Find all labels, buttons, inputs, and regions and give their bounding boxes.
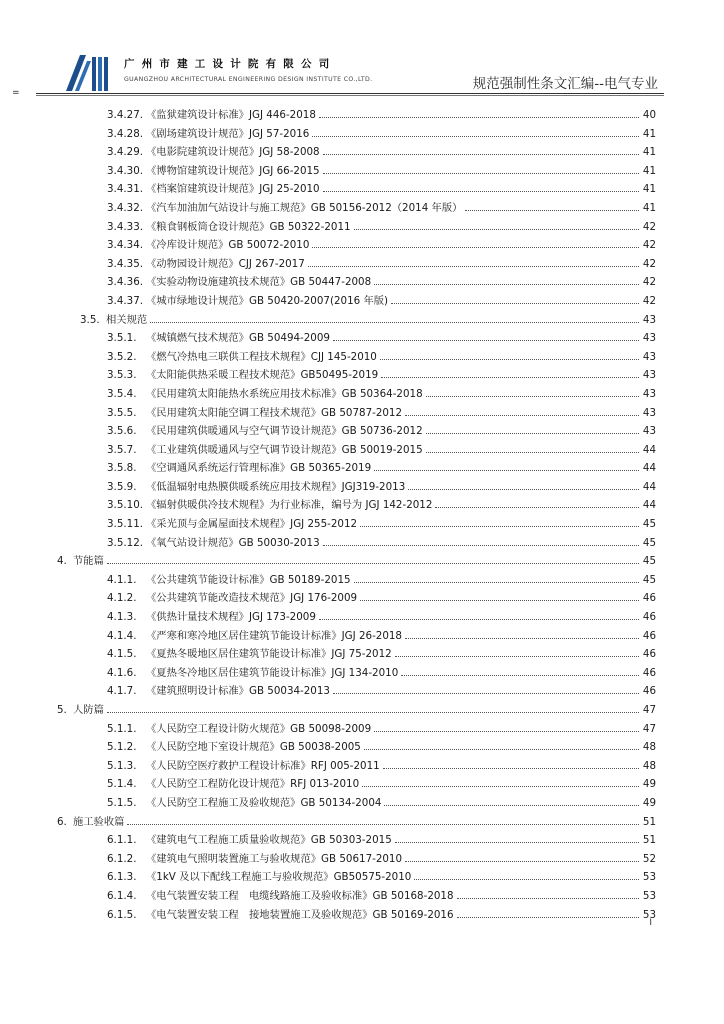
toc-entry-number: 3.5.11. — [107, 518, 144, 531]
toc-entry-number: 5.1.5. — [107, 796, 137, 809]
toc-entry-page: 42 — [642, 257, 656, 270]
toc-entry-title: 《城镇燃气技术规范》GB 50494-2009 — [146, 332, 330, 345]
toc-entry-number: 3.4.32. — [107, 201, 144, 214]
toc-entry-number: 3.4.28. — [107, 127, 144, 140]
toc-leader-dots — [435, 507, 639, 508]
toc-entry-page: 46 — [642, 592, 656, 605]
toc-entry-page: 45 — [642, 555, 656, 568]
toc-entry-title: 《辐射供暖供冷技术规程》为行业标准，编号为 JGJ 142-2012 — [146, 499, 433, 512]
toc-entry-number: 4.1.5. — [107, 648, 137, 661]
toc-entry-title: 《1kV 及以下配线工程施工与验收规范》GB50575-2010 — [146, 871, 412, 884]
toc-entry-page: 47 — [642, 704, 656, 716]
toc-entry[interactable] — [0, 682, 724, 701]
toc-entry-title: 《电气装置安装工程 接地装置施工及验收规范》GB 50169-2016 — [146, 908, 454, 921]
toc-entry-number: 3.4.30. — [107, 164, 144, 177]
toc-entry[interactable] — [0, 459, 724, 478]
toc-entry-page: 46 — [642, 648, 656, 661]
toc-leader-dots — [360, 526, 639, 527]
toc-entry-title: 节能篇 — [73, 555, 104, 568]
page-header — [0, 0, 724, 100]
toc-entry[interactable] — [0, 775, 724, 794]
toc-leader-dots — [333, 693, 639, 694]
toc-leader-dots — [333, 340, 639, 341]
toc-entry[interactable] — [0, 273, 724, 292]
toc-entry-title: 《采光顶与金属屋面技术规程》JGJ 255-2012 — [146, 518, 358, 531]
toc-entry[interactable] — [0, 868, 724, 887]
toc-entry[interactable] — [0, 496, 724, 515]
toc-leader-dots — [319, 619, 639, 620]
toc-entry-page: 45 — [642, 518, 656, 531]
toc-leader-dots — [374, 470, 639, 471]
document-title: 规范强制性条文汇编--电气专业 — [472, 76, 658, 92]
toc-leader-dots — [364, 749, 639, 750]
toc-leader-dots — [465, 210, 639, 211]
toc-entry-number: 3.5.8. — [107, 462, 137, 475]
toc-entry-title: 《城市绿地设计规范》GB 50420-2007(2016 年版) — [146, 294, 389, 307]
toc-leader-dots — [323, 154, 639, 155]
toc-entry-title: 《燃气冷热电三联供工程技术规程》CJJ 145-2010 — [146, 350, 377, 363]
toc-entry-title: 施工验收篇 — [73, 815, 125, 828]
toc-entry-title: 《民用建筑供暖通风与空气调节设计规范》GB 50736-2012 — [146, 425, 423, 438]
toc-entry-page: 43 — [642, 350, 656, 363]
toc-entry[interactable] — [0, 106, 724, 125]
toc-leader-dots — [312, 247, 639, 248]
toc-leader-dots — [408, 489, 639, 490]
toc-entry-title: 《夏热冬冷地区居住建筑节能设计标准》JGJ 134-2010 — [146, 666, 399, 679]
toc-entry-title: 《粮食钢板筒仓设计规范》GB 50322-2011 — [146, 220, 351, 233]
toc-entry-page: 53 — [642, 871, 656, 884]
table-of-contents — [0, 106, 724, 924]
toc-leader-dots — [308, 266, 639, 267]
toc-entry-number: 5.1.4. — [107, 778, 137, 791]
toc-entry[interactable] — [0, 143, 724, 162]
toc-entry[interactable] — [0, 701, 724, 720]
toc-entry-title: 《民用建筑太阳能热水系统应用技术标准》GB 50364-2018 — [146, 387, 423, 400]
toc-leader-dots — [127, 824, 639, 825]
toc-entry[interactable] — [0, 534, 724, 553]
toc-entry-page: 43 — [642, 313, 656, 326]
toc-entry-number: 3.4.34. — [107, 239, 144, 252]
toc-leader-dots — [360, 600, 639, 601]
toc-leader-dots — [395, 842, 639, 843]
toc-leader-dots — [374, 284, 639, 285]
toc-entry-title: 《民用建筑太阳能空调工程技术规范》GB 50787-2012 — [146, 406, 403, 419]
toc-entry-page: 42 — [642, 276, 656, 289]
toc-entry[interactable] — [0, 162, 724, 181]
company-name-cn: 广州市建工设计院有限公司 — [124, 58, 337, 70]
toc-leader-dots — [381, 377, 639, 378]
toc-entry-page: 44 — [642, 462, 656, 475]
toc-entry[interactable] — [0, 720, 724, 739]
toc-entry-title: 《供热计量技术规程》JGJ 173-2009 — [146, 611, 316, 624]
toc-entry[interactable] — [0, 422, 724, 441]
toc-entry-page: 53 — [642, 908, 656, 921]
toc-entry-number: 4.1.2. — [107, 592, 137, 605]
toc-entry-page: 41 — [642, 164, 656, 177]
toc-entry-page: 40 — [642, 109, 656, 121]
toc-leader-dots — [323, 545, 639, 546]
toc-entry[interactable] — [0, 329, 724, 348]
toc-entry[interactable] — [0, 404, 724, 423]
toc-entry-page: 42 — [642, 239, 656, 252]
toc-entry-page: 43 — [642, 387, 656, 400]
toc-entry-title: 《空调通风系统运行管理标准》GB 50365-2019 — [146, 462, 372, 475]
toc-entry[interactable] — [0, 236, 724, 255]
toc-leader-dots — [312, 136, 639, 137]
toc-entry[interactable] — [0, 608, 724, 627]
toc-entry-title: 《剧场建筑设计规范》JGJ 57-2016 — [146, 127, 310, 140]
toc-entry-page: 46 — [642, 629, 656, 642]
toc-entry-title: 《人民防空工程设计防火规范》GB 50098-2009 — [146, 722, 372, 735]
toc-leader-dots — [405, 415, 639, 416]
toc-entry-page: 41 — [642, 127, 656, 140]
toc-leader-dots — [374, 731, 639, 732]
toc-entry[interactable] — [0, 664, 724, 683]
toc-entry-number: 3.4.31. — [107, 183, 144, 196]
toc-entry-page: 43 — [642, 369, 656, 382]
toc-entry-number: 3.5.4. — [107, 387, 137, 400]
toc-entry-title: 《汽车加油加气站设计与施工规范》GB 50156-2012（2014 年版） — [146, 201, 463, 214]
toc-entry[interactable] — [0, 515, 724, 534]
toc-entry-page: 42 — [642, 220, 656, 233]
toc-leader-dots — [319, 117, 639, 118]
toc-entry-page: 46 — [642, 666, 656, 679]
toc-leader-dots — [362, 786, 639, 787]
toc-entry-page: 45 — [642, 573, 656, 586]
toc-entry-page: 47 — [642, 722, 656, 735]
toc-entry-number: 3.5.10. — [107, 499, 144, 512]
toc-entry-number: 4.1.3. — [107, 611, 137, 624]
toc-leader-dots — [426, 396, 639, 397]
toc-entry-title: 《夏热冬暖地区居住建筑节能设计标准》JGJ 75-2012 — [146, 648, 392, 661]
toc-entry[interactable] — [0, 906, 724, 925]
toc-entry-page: 49 — [642, 796, 656, 809]
toc-entry-number: 6.1.1. — [107, 834, 137, 847]
toc-entry-page: 41 — [642, 183, 656, 196]
toc-entry-title: 《建筑电气照明装置施工与验收规范》GB 50617-2010 — [146, 852, 403, 865]
toc-leader-dots — [323, 173, 639, 174]
toc-entry-page: 45 — [642, 536, 656, 549]
toc-entry-number: 3.5.5. — [107, 406, 137, 419]
toc-entry-number: 3.5. — [80, 313, 100, 326]
toc-entry[interactable] — [0, 366, 724, 385]
toc-entry-number: 6.1.5. — [107, 908, 137, 921]
toc-entry-title: 《监狱建筑设计标准》JGJ 446-2018 — [146, 109, 316, 121]
toc-entry-number: 3.4.33. — [107, 220, 144, 233]
toc-leader-dots — [426, 452, 639, 453]
toc-leader-dots — [391, 303, 639, 304]
toc-entry-number: 6.1.2. — [107, 852, 137, 865]
toc-entry-page: 41 — [642, 146, 656, 159]
toc-entry-number: 3.5.2. — [107, 350, 137, 363]
header-rule-thin — [36, 95, 664, 96]
toc-entry-title: 相关规范 — [106, 313, 148, 326]
toc-entry-title: 《工业建筑供暖通风与空气调节设计规范》GB 50019-2015 — [146, 443, 423, 456]
toc-entry[interactable] — [0, 813, 724, 832]
toc-entry-page: 46 — [642, 611, 656, 624]
toc-entry[interactable] — [0, 589, 724, 608]
toc-entry-title: 《电影院建筑设计规范》JGJ 58-2008 — [146, 146, 320, 159]
toc-entry[interactable] — [0, 218, 724, 237]
toc-leader-dots — [383, 768, 639, 769]
toc-leader-dots — [107, 563, 639, 564]
toc-entry-number: 3.5.6. — [107, 425, 137, 438]
toc-entry-number: 3.5.7. — [107, 443, 137, 456]
toc-entry-number: 3.5.9. — [107, 480, 137, 493]
toc-leader-dots — [426, 433, 639, 434]
toc-leader-dots — [354, 229, 639, 230]
toc-entry-title: 《低温辐射电热膜供暖系统应用技术规程》JGJ319-2013 — [146, 480, 406, 493]
toc-entry-page: 51 — [642, 815, 656, 828]
toc-leader-dots — [395, 656, 639, 657]
toc-entry-page: 48 — [642, 741, 656, 754]
toc-leader-dots — [107, 712, 639, 713]
toc-entry[interactable] — [0, 441, 724, 460]
toc-entry-title: 《档案馆建筑设计规范》JGJ 25-2010 — [146, 183, 320, 196]
toc-entry[interactable] — [0, 255, 724, 274]
toc-entry-page: 52 — [642, 852, 656, 865]
toc-entry-number: 5.1.2. — [107, 741, 137, 754]
toc-entry-title: 《实验动物设施建筑技术规范》GB 50447-2008 — [146, 276, 372, 289]
toc-entry-page: 53 — [642, 889, 656, 902]
toc-entry-title: 《电气装置安装工程 电缆线路施工及验收标准》GB 50168-2018 — [146, 889, 454, 902]
toc-entry[interactable] — [0, 478, 724, 497]
toc-entry[interactable] — [0, 850, 724, 869]
toc-entry[interactable] — [0, 385, 724, 404]
toc-entry-title: 《公共建筑节能改造技术规范》JGJ 176-2009 — [146, 592, 358, 605]
toc-leader-dots — [150, 322, 639, 323]
toc-entry-title: 《动物园设计规范》CJJ 267-2017 — [146, 257, 305, 270]
toc-entry[interactable] — [0, 757, 724, 776]
toc-entry-number: 3.4.36. — [107, 276, 144, 289]
toc-entry-number: 4.1.7. — [107, 685, 137, 698]
toc-entry-page: 49 — [642, 778, 656, 791]
toc-entry-title: 《公共建筑节能设计标准》GB 50189-2015 — [146, 573, 351, 586]
toc-entry-number: 4.1.4. — [107, 629, 137, 642]
toc-entry-number: 3.4.29. — [107, 146, 144, 159]
toc-entry-title: 《人民防空地下室设计规范》GB 50038-2005 — [146, 741, 361, 754]
company-name-en: GUANGZHOU ARCHITECTURAL ENGINEERING DESIGN INSTITUTE CO.,LTD. — [124, 76, 373, 83]
toc-leader-dots — [401, 675, 639, 676]
toc-entry-number: 5.1.3. — [107, 759, 137, 772]
page-number: I — [649, 918, 652, 928]
toc-entry-number: 3.4.37. — [107, 294, 144, 307]
toc-entry-title: 《人民防空工程防化设计规范》RFJ 013-2010 — [146, 778, 360, 791]
toc-leader-dots — [380, 359, 639, 360]
toc-entry-number: 5.1.1. — [107, 722, 137, 735]
toc-entry-title: 《建筑电气工程施工质量验收规范》GB 50303-2015 — [146, 834, 392, 847]
toc-entry-page: 43 — [642, 332, 656, 345]
toc-entry-number: 3.5.1. — [107, 332, 137, 345]
toc-entry-page: 44 — [642, 443, 656, 456]
toc-entry-title: 《严寒和寒冷地区居住建筑节能设计标准》JGJ 26-2018 — [146, 629, 402, 642]
toc-entry[interactable] — [0, 831, 724, 850]
toc-entry-page: 42 — [642, 294, 656, 307]
toc-entry-number: 4. — [57, 555, 67, 568]
toc-entry[interactable] — [0, 571, 724, 590]
toc-entry-number: 4.1.1. — [107, 573, 137, 586]
toc-entry[interactable] — [0, 292, 724, 311]
toc-entry[interactable] — [0, 552, 724, 571]
toc-entry[interactable] — [0, 887, 724, 906]
toc-entry[interactable] — [0, 199, 724, 218]
toc-entry-title: 《氧气站设计规范》GB 50030-2013 — [146, 536, 320, 549]
toc-leader-dots — [457, 898, 639, 899]
toc-entry[interactable] — [0, 180, 724, 199]
toc-leader-dots — [354, 582, 639, 583]
toc-entry[interactable] — [0, 627, 724, 646]
toc-entry-title: 《人民防空工程施工及验收规范》GB 50134-2004 — [146, 796, 382, 809]
toc-entry-title: 《太阳能供热采暖工程技术规范》GB50495-2019 — [146, 369, 379, 382]
toc-entry-number: 3.4.35. — [107, 257, 144, 270]
toc-entry-page: 41 — [642, 201, 656, 214]
toc-entry-title: 《冷库设计规范》GB 50072-2010 — [146, 239, 310, 252]
company-logo-icon — [66, 55, 112, 91]
toc-entry-number: 5. — [57, 704, 67, 716]
toc-entry-page: 44 — [642, 499, 656, 512]
toc-entry[interactable] — [0, 125, 724, 144]
toc-entry[interactable] — [0, 645, 724, 664]
toc-leader-dots — [405, 861, 639, 862]
toc-leader-dots — [384, 805, 639, 806]
toc-entry-title: 人防篇 — [73, 704, 104, 716]
toc-entry-number: 3.5.3. — [107, 369, 137, 382]
toc-entry-number: 3.4.27. — [107, 109, 144, 121]
toc-entry-number: 4.1.6. — [107, 666, 137, 679]
toc-entry-page: 44 — [642, 480, 656, 493]
toc-entry-number: 6.1.4. — [107, 889, 137, 902]
toc-entry-page: 51 — [642, 834, 656, 847]
side-mark: = — [12, 88, 20, 98]
toc-entry[interactable] — [0, 348, 724, 367]
toc-entry-page: 43 — [642, 425, 656, 438]
toc-entry-page: 46 — [642, 685, 656, 698]
toc-leader-dots — [405, 638, 639, 639]
toc-entry-number: 6.1.3. — [107, 871, 137, 884]
header-rule — [36, 93, 664, 94]
toc-entry-title: 《人民防空医疗救护工程设计标准》RFJ 005-2011 — [146, 759, 380, 772]
toc-entry[interactable] — [0, 311, 724, 330]
toc-entry[interactable] — [0, 794, 724, 813]
toc-entry[interactable] — [0, 738, 724, 757]
toc-entry-title: 《博物馆建筑设计规范》JGJ 66-2015 — [146, 164, 320, 177]
toc-entry-page: 48 — [642, 759, 656, 772]
toc-leader-dots — [414, 879, 639, 880]
toc-entry-title: 《建筑照明设计标准》GB 50034-2013 — [146, 685, 330, 698]
toc-leader-dots — [457, 917, 639, 918]
toc-entry-number: 3.5.12. — [107, 536, 144, 549]
toc-entry-page: 43 — [642, 406, 656, 419]
toc-leader-dots — [323, 191, 639, 192]
toc-entry-number: 6. — [57, 815, 67, 828]
